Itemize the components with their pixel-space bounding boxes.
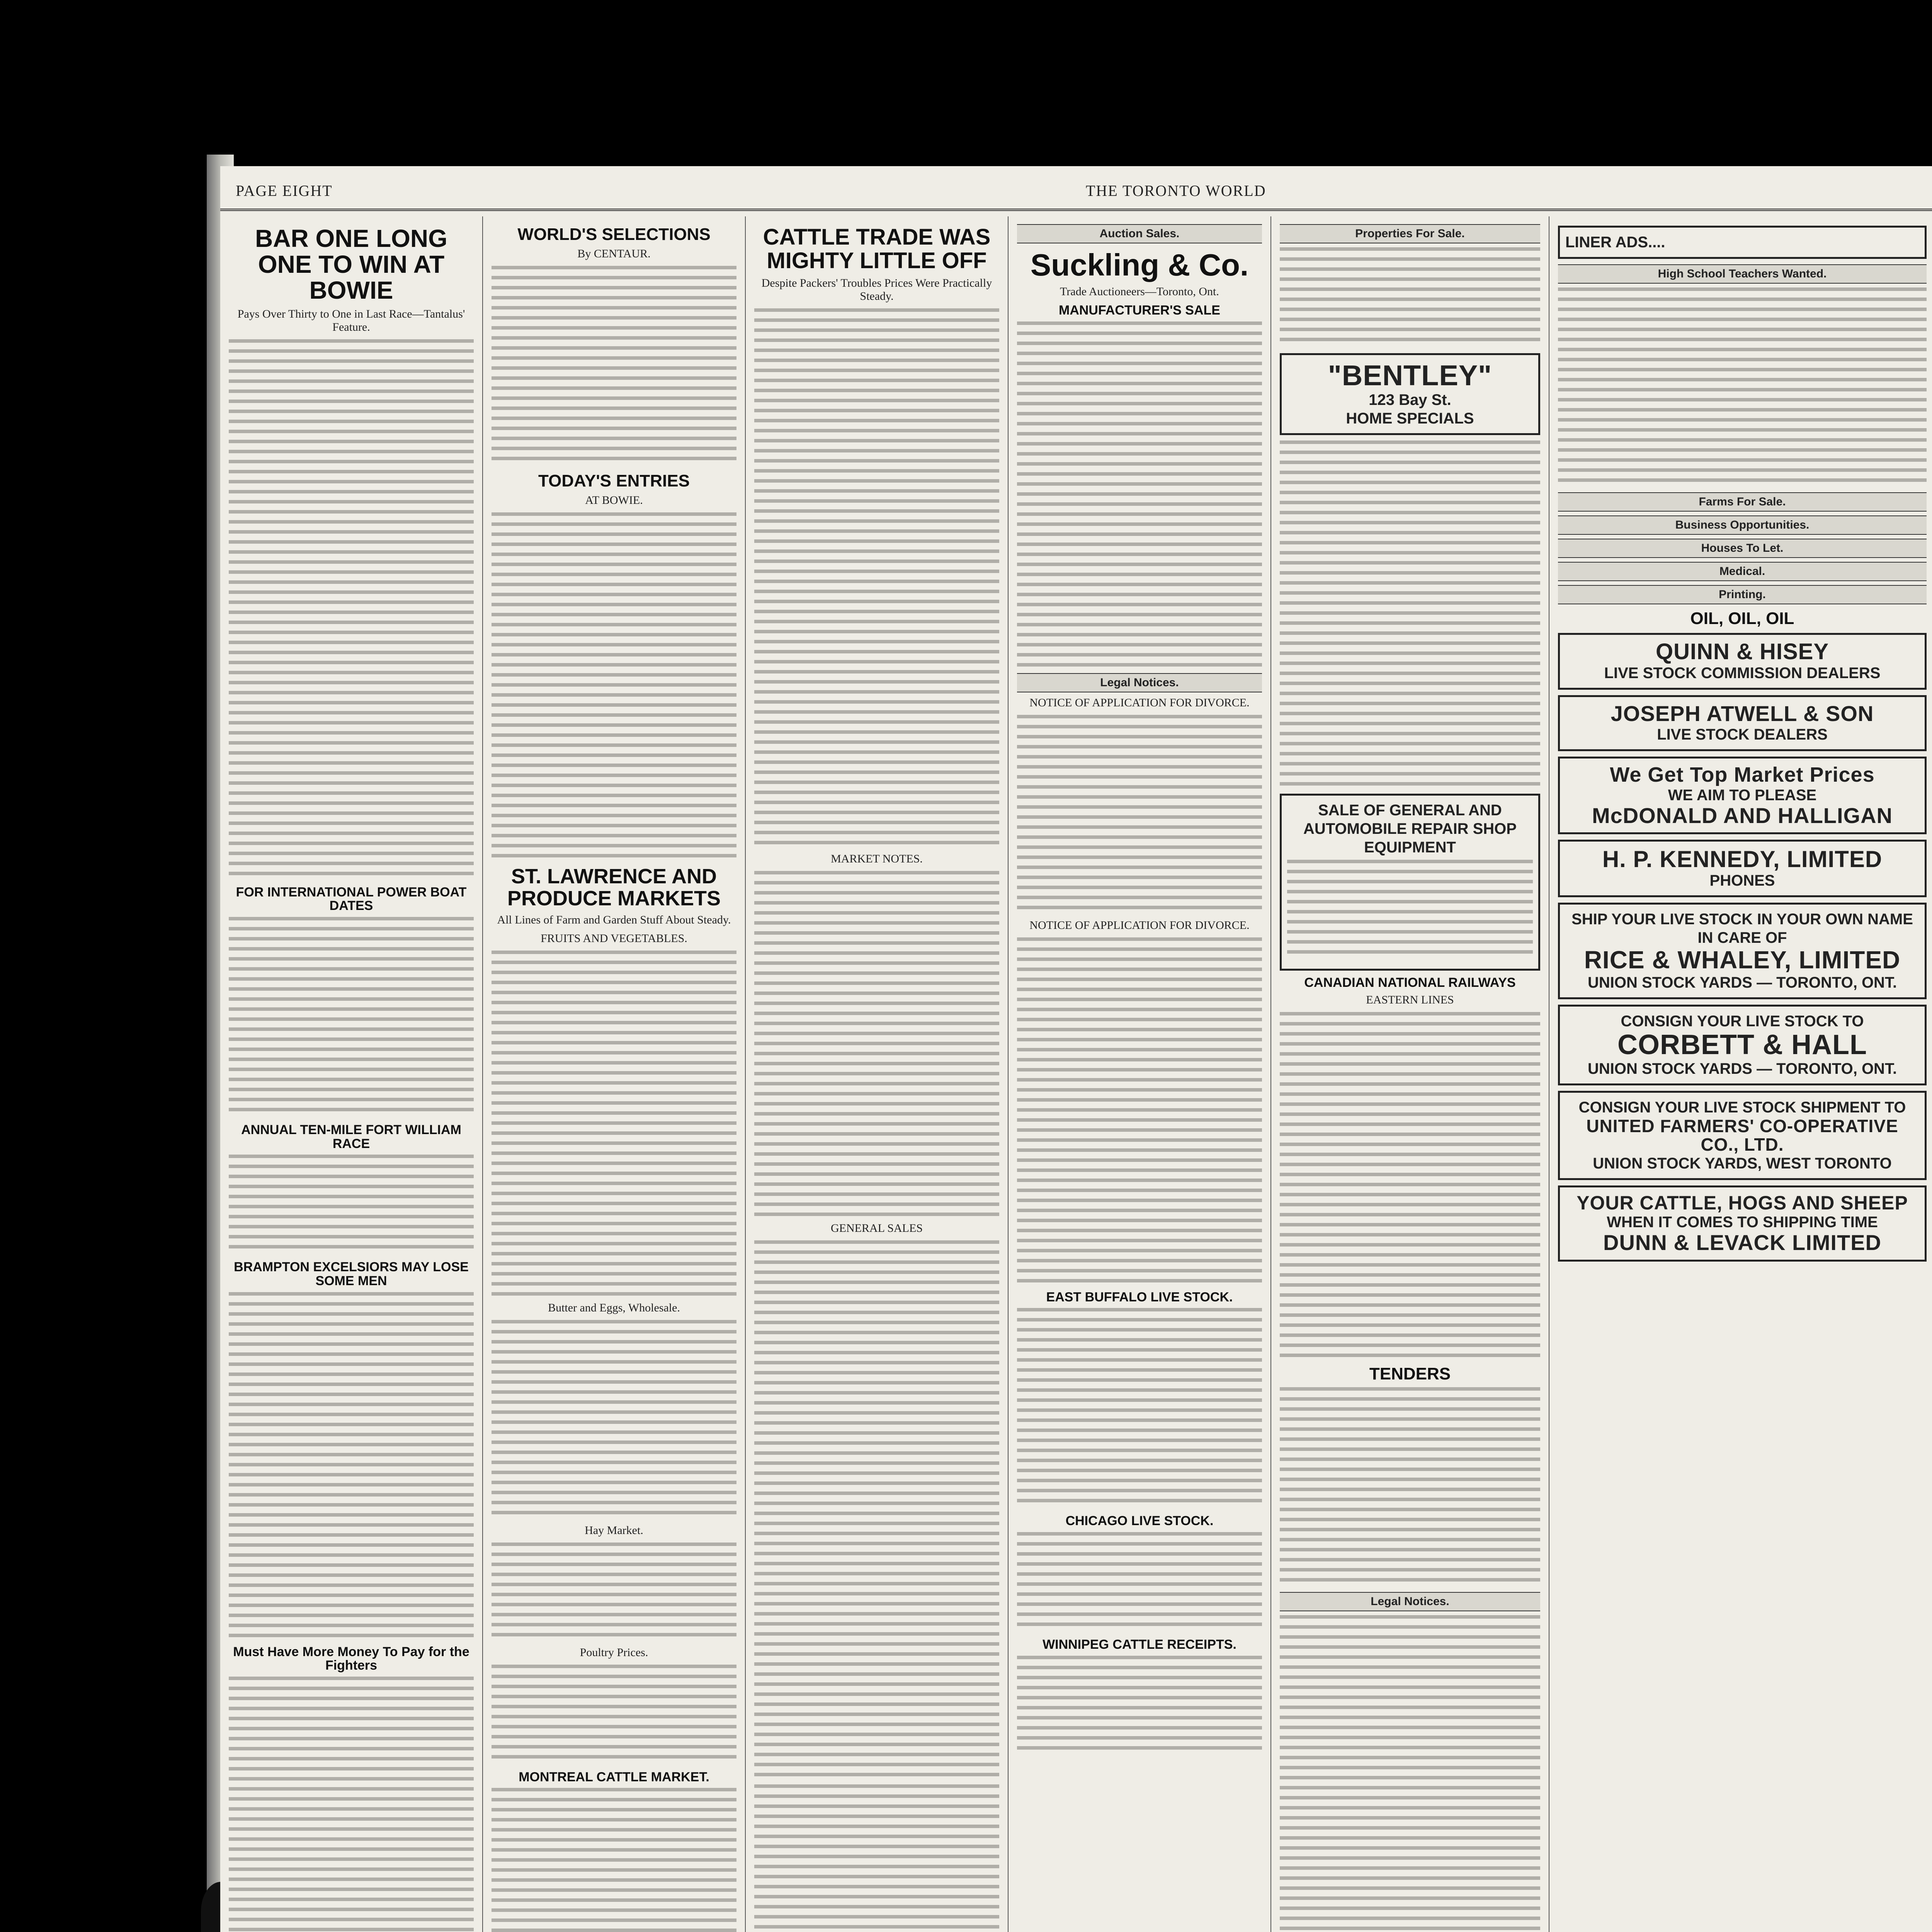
quinn-hisey-sub: LIVE STOCK COMMISSION DEALERS (1604, 665, 1881, 682)
hay-head: Hay Market. (585, 1524, 643, 1537)
text-block (1558, 287, 1927, 488)
bentley-specials: HOME SPECIALS (1346, 410, 1474, 427)
cattle-trade-headline: CATTLE TRADE WAS MIGHTY LITTLE OFF (763, 224, 991, 273)
suckling-firm: Suckling & Co. (1030, 248, 1249, 282)
butter-head: Butter and Eggs, Wholesale. (548, 1301, 680, 1314)
text-block (229, 339, 474, 880)
farms-head: Farms For Sale. (1558, 492, 1927, 512)
corbett-hall-ad (1558, 1005, 1927, 1086)
consign-line: CONSIGN YOUR LIVE STOCK TO (1621, 1012, 1864, 1030)
teachers-head: High School Teachers Wanted. (1558, 264, 1927, 284)
headline-brampton: BRAMPTON EXCELSIORS MAY LOSE SOME MEN (234, 1260, 469, 1288)
quinn-hisey-name: QUINN & HISEY (1655, 639, 1829, 665)
text-block (1280, 1012, 1540, 1360)
legal-notices-head: Legal Notices. (1017, 673, 1262, 692)
text-block (754, 308, 999, 849)
east-buffalo-head: EAST BUFFALO LIVE STOCK. (1046, 1289, 1233, 1304)
rice-whaley-sub: UNION STOCK YARDS — TORONTO, ONT. (1587, 974, 1897, 991)
masthead (220, 166, 1932, 211)
world-selections-head: WORLD'S SELECTIONS (517, 225, 711, 244)
united-farmers-name: UNITED FARMERS' CO-OPERATIVE CO., LTD. (1586, 1116, 1898, 1155)
headline-bowie: BAR ONE LONG ONE TO WIN AT BOWIE (255, 224, 447, 304)
text-block (1017, 1656, 1262, 1756)
kennedy-name: H. P. KENNEDY, LIMITED (1602, 846, 1883, 872)
business-head: Business Opportunities. (1558, 515, 1927, 535)
rice-whaley-name: RICE & WHALEY, LIMITED (1584, 946, 1901, 974)
kennedy-phones: PHONES (1709, 872, 1775, 889)
text-block (1017, 937, 1262, 1285)
todays-entries-head: TODAY'S ENTRIES (538, 471, 690, 491)
text-block (229, 1155, 474, 1255)
divorce-notice-2: NOTICE OF APPLICATION FOR DIVORCE. (1029, 918, 1250, 932)
dunn-levack-ad (1558, 1185, 1927, 1262)
rice-whaley-ad (1558, 903, 1927, 999)
produce-markets-head: ST. LAWRENCE AND PRODUCE MARKETS (507, 865, 721, 910)
mcdonald-halligan-name: McDONALD AND HALLIGAN (1592, 803, 1893, 828)
text-block (229, 1677, 474, 1932)
text-block (1280, 1615, 1540, 1932)
text-block (754, 871, 999, 1219)
corbett-hall-sub: UNION STOCK YARDS — TORONTO, ONT. (1587, 1060, 1897, 1078)
paper-name: THE TORONTO WORLD (1086, 182, 1266, 199)
headline-fighters: Must Have More Money To Pay for the Fighters (233, 1644, 469, 1673)
cnr-head: CANADIAN NATIONAL RAILWAYS (1304, 975, 1516, 990)
auction-sales-head: Auction Sales. (1017, 224, 1262, 243)
united-farmers-ad (1558, 1091, 1927, 1180)
text-block (1017, 715, 1262, 916)
text-block (1280, 440, 1540, 788)
suckling-sub: Trade Auctioneers—Toronto, Ont. (1060, 285, 1219, 298)
properties-head: Properties For Sale. (1280, 224, 1540, 243)
column-5 (1271, 216, 1549, 1932)
column-3 (746, 216, 1009, 1932)
text-block (1280, 247, 1540, 348)
united-farmers-sub: UNION STOCK YARDS, WEST TORONTO (1593, 1155, 1892, 1172)
text-block (492, 512, 736, 860)
shipping-time: WHEN IT COMES TO SHIPPING TIME (1607, 1214, 1878, 1231)
cnr-sub: EASTERN LINES (1366, 993, 1454, 1007)
top-market-title: We Get Top Market Prices (1610, 763, 1875, 786)
poultry-head: Poultry Prices. (580, 1646, 648, 1659)
text-block (1017, 1532, 1262, 1633)
atwell-name: JOSEPH ATWELL & SON (1611, 701, 1874, 726)
printing-head: Printing. (1558, 585, 1927, 604)
entries-sub: AT BOWIE. (585, 494, 643, 507)
column-1 (220, 216, 483, 1932)
top-market-sub: WE AIM TO PLEASE (1668, 786, 1817, 804)
text-block (1017, 1308, 1262, 1509)
fruits-head: FRUITS AND VEGETABLES. (541, 932, 687, 945)
newspaper-page (220, 166, 1932, 1932)
divorce-notice-1: NOTICE OF APPLICATION FOR DIVORCE. (1029, 696, 1250, 709)
byline: By CENTAUR. (577, 247, 651, 260)
atwell-ad (1558, 695, 1927, 751)
bentley-name: "BENTLEY" (1328, 359, 1492, 391)
consign-line-2: CONSIGN YOUR LIVE STOCK SHIPMENT TO (1578, 1099, 1906, 1116)
chicago-head: CHICAGO LIVE STOCK. (1065, 1514, 1214, 1529)
text-block (492, 1320, 736, 1521)
liner-ads-box (1558, 226, 1927, 259)
text-block (229, 917, 474, 1118)
tenders-head: TENDERS (1369, 1364, 1451, 1384)
page-label: PAGE EIGHT (236, 182, 333, 199)
subhead-bowie: Pays Over Thirty to One in Last Race—Tantalus' Feature. (237, 307, 465, 333)
column-2 (483, 216, 746, 1932)
oil-head: OIL, OIL, OIL (1690, 609, 1794, 628)
text-block (1287, 860, 1533, 960)
text-block (492, 1788, 736, 1932)
text-block (754, 1240, 999, 1781)
text-block (1280, 1387, 1540, 1588)
winnipeg-head: WINNIPEG CATTLE RECEIPTS. (1043, 1637, 1236, 1652)
repair-shop-sale-ad (1280, 794, 1540, 971)
quinn-hisey-ad (1558, 633, 1927, 690)
text-block (492, 266, 736, 467)
bentley-ad (1280, 353, 1540, 435)
corbett-hall-name: CORBETT & HALL (1617, 1029, 1867, 1060)
column-6 (1549, 216, 1932, 1932)
headline-fort-william: ANNUAL TEN-MILE FORT WILLIAM RACE (241, 1122, 461, 1151)
text-block (492, 951, 736, 1298)
ship-line: SHIP YOUR LIVE STOCK IN YOUR OWN NAME IN CARE OF (1571, 911, 1913, 947)
cattle-hogs-sheep: YOUR CATTLE, HOGS AND SHEEP (1577, 1192, 1908, 1214)
montreal-head: MONTREAL CATTLE MARKET. (519, 1769, 709, 1784)
repair-shop-sale-title: SALE OF GENERAL AND AUTOMOBILE REPAIR SHOP EQUIPMENT (1303, 801, 1517, 856)
kennedy-ad (1558, 840, 1927, 897)
manufacturers-sale: MANUFACTURER'S SALE (1059, 303, 1220, 318)
bentley-address: 123 Bay St. (1369, 391, 1451, 408)
market-notes-head: MARKET NOTES. (831, 852, 923, 865)
top-market-ad (1558, 757, 1927, 834)
text-block (492, 1665, 736, 1765)
text-block (1017, 321, 1262, 669)
medical-head: Medical. (1558, 562, 1927, 581)
houses-head: Houses To Let. (1558, 539, 1927, 558)
general-sales-head: GENERAL SALES (830, 1221, 923, 1235)
column-4 (1009, 216, 1271, 1932)
cattle-trade-sub: Despite Packers' Troubles Prices Were Practically Steady. (761, 276, 992, 303)
text-block (229, 1292, 474, 1640)
text-block (492, 1543, 736, 1643)
text-block (754, 1784, 999, 1932)
dunn-levack-name: DUNN & LEVACK LIMITED (1603, 1230, 1881, 1255)
legal-notices-head-2: Legal Notices. (1280, 1592, 1540, 1611)
liner-ads-title: LINER ADS.... (1565, 234, 1665, 251)
headline-power-boat: FOR INTERNATIONAL POWER BOAT DATES (236, 884, 467, 913)
produce-sub: All Lines of Farm and Garden Stuff About Steady. (497, 913, 731, 926)
atwell-sub: LIVE STOCK DEALERS (1657, 726, 1828, 743)
